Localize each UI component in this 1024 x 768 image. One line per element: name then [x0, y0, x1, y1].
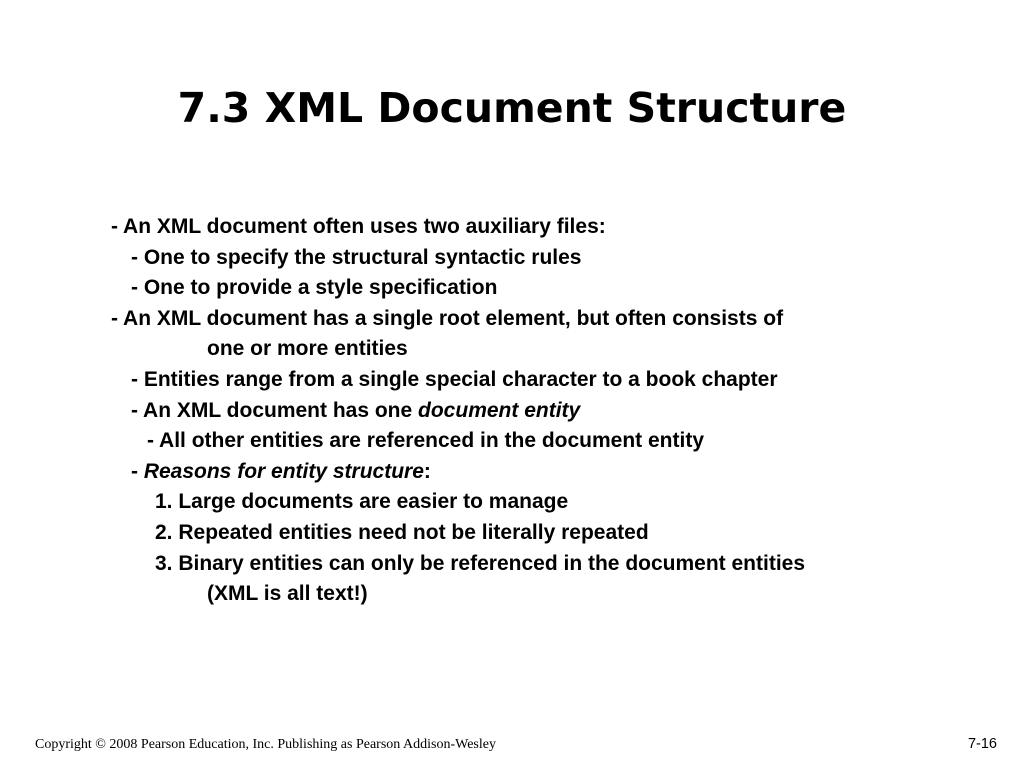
emphasis-text: Reasons for entity structure — [143, 459, 424, 483]
emphasis-text: document entity — [418, 398, 581, 422]
slide-title: 7.3 XML Document Structure — [177, 84, 847, 132]
bullet-line — [0, 304, 1024, 335]
bullet-text: - An XML document has one — [131, 398, 419, 422]
bullet-text: 1. Large documents are easier to manage — [155, 490, 569, 514]
bullet-text: - Entities range from a single special character to a book chapter — [131, 367, 778, 391]
bullet-suffix: : — [423, 459, 431, 483]
slide-body — [0, 212, 1024, 610]
bullet-text: - One to provide a style specification — [131, 276, 498, 300]
sub-bullet-line — [0, 396, 1024, 427]
page-number: 7-16 — [967, 736, 997, 752]
sub-sub-bullet-line — [0, 426, 1024, 457]
bullet-text: 2. Repeated entities need not be literally repeated — [155, 520, 649, 544]
bullet-text: - An XML document often uses two auxiliary files: — [111, 215, 606, 238]
bullet-text: - All other entities are referenced in the document entity — [147, 429, 705, 453]
sub-bullet-line — [0, 365, 1024, 396]
bullet-text: one or more entities — [207, 337, 408, 361]
bullet-line — [0, 212, 1024, 243]
bullet-text: (XML is all text!) — [207, 582, 368, 606]
sub-bullet-line — [0, 273, 1024, 304]
numbered-line — [0, 487, 1024, 518]
bullet-text: - One to specify the structural syntactic rules — [131, 245, 582, 269]
bullet-continuation-line — [0, 334, 1024, 365]
numbered-line — [0, 549, 1024, 580]
sub-bullet-line — [0, 243, 1024, 274]
bullet-text: 3. Binary entities can only be referenced in the document entities — [155, 551, 806, 575]
numbered-continuation-line — [0, 579, 1024, 610]
sub-bullet-line — [0, 457, 1024, 488]
footer-copyright: Copyright © 2008 Pearson Education, Inc. Publishing as Pearson Addison-Wesley — [35, 737, 496, 752]
numbered-line — [0, 518, 1024, 549]
bullet-text: - An XML document has a single root element, but often consists of — [111, 306, 784, 330]
bullet-text: - — [131, 459, 144, 483]
